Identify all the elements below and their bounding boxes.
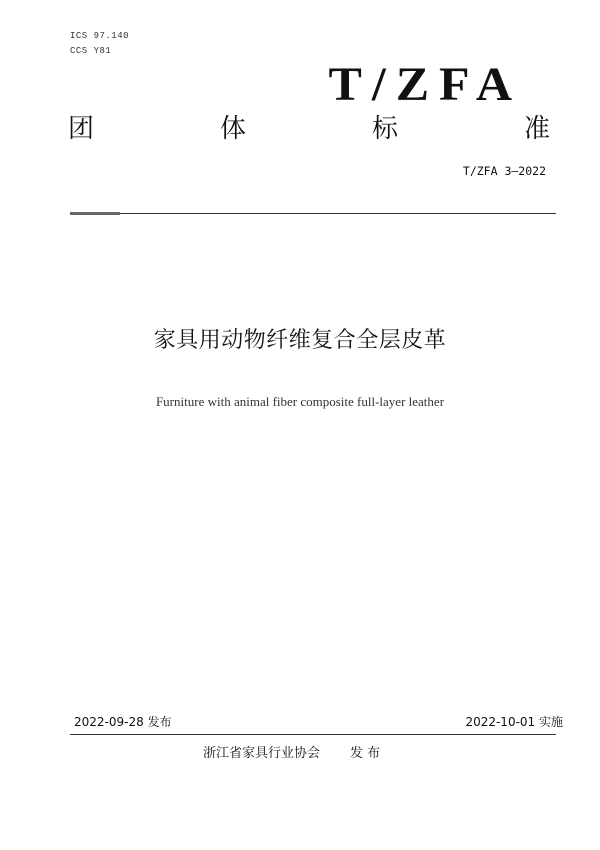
- issuer-name: 浙江省家具行业协会: [203, 746, 321, 761]
- classification-codes: [70, 29, 129, 59]
- standard-type-heading: [68, 114, 550, 144]
- top-divider: [70, 213, 556, 214]
- issuer-line: [203, 745, 380, 763]
- standard-type-char: 体: [219, 114, 246, 144]
- standard-type-char: 标: [371, 114, 398, 144]
- standard-number: T/ZFA 3—2022: [462, 164, 546, 178]
- issue-label: 发 布: [350, 746, 381, 761]
- document-title-chinese: 家具用动物纤维复合全层皮革: [153, 328, 447, 353]
- standard-type-char: 团: [68, 114, 95, 144]
- standard-logo: T/ZFA: [328, 57, 522, 111]
- document-title-english: Furniture with animal fiber composite full-layer leather: [155, 394, 445, 409]
- publish-date: 2022-09-28 发布: [74, 715, 172, 729]
- ics-code: ICS 97.140: [70, 31, 130, 41]
- implement-date: 2022-10-01 实施: [465, 715, 563, 729]
- bottom-divider: [70, 734, 556, 735]
- standard-type-char: 准: [523, 114, 550, 144]
- ccs-code: CCS Y81: [70, 46, 112, 56]
